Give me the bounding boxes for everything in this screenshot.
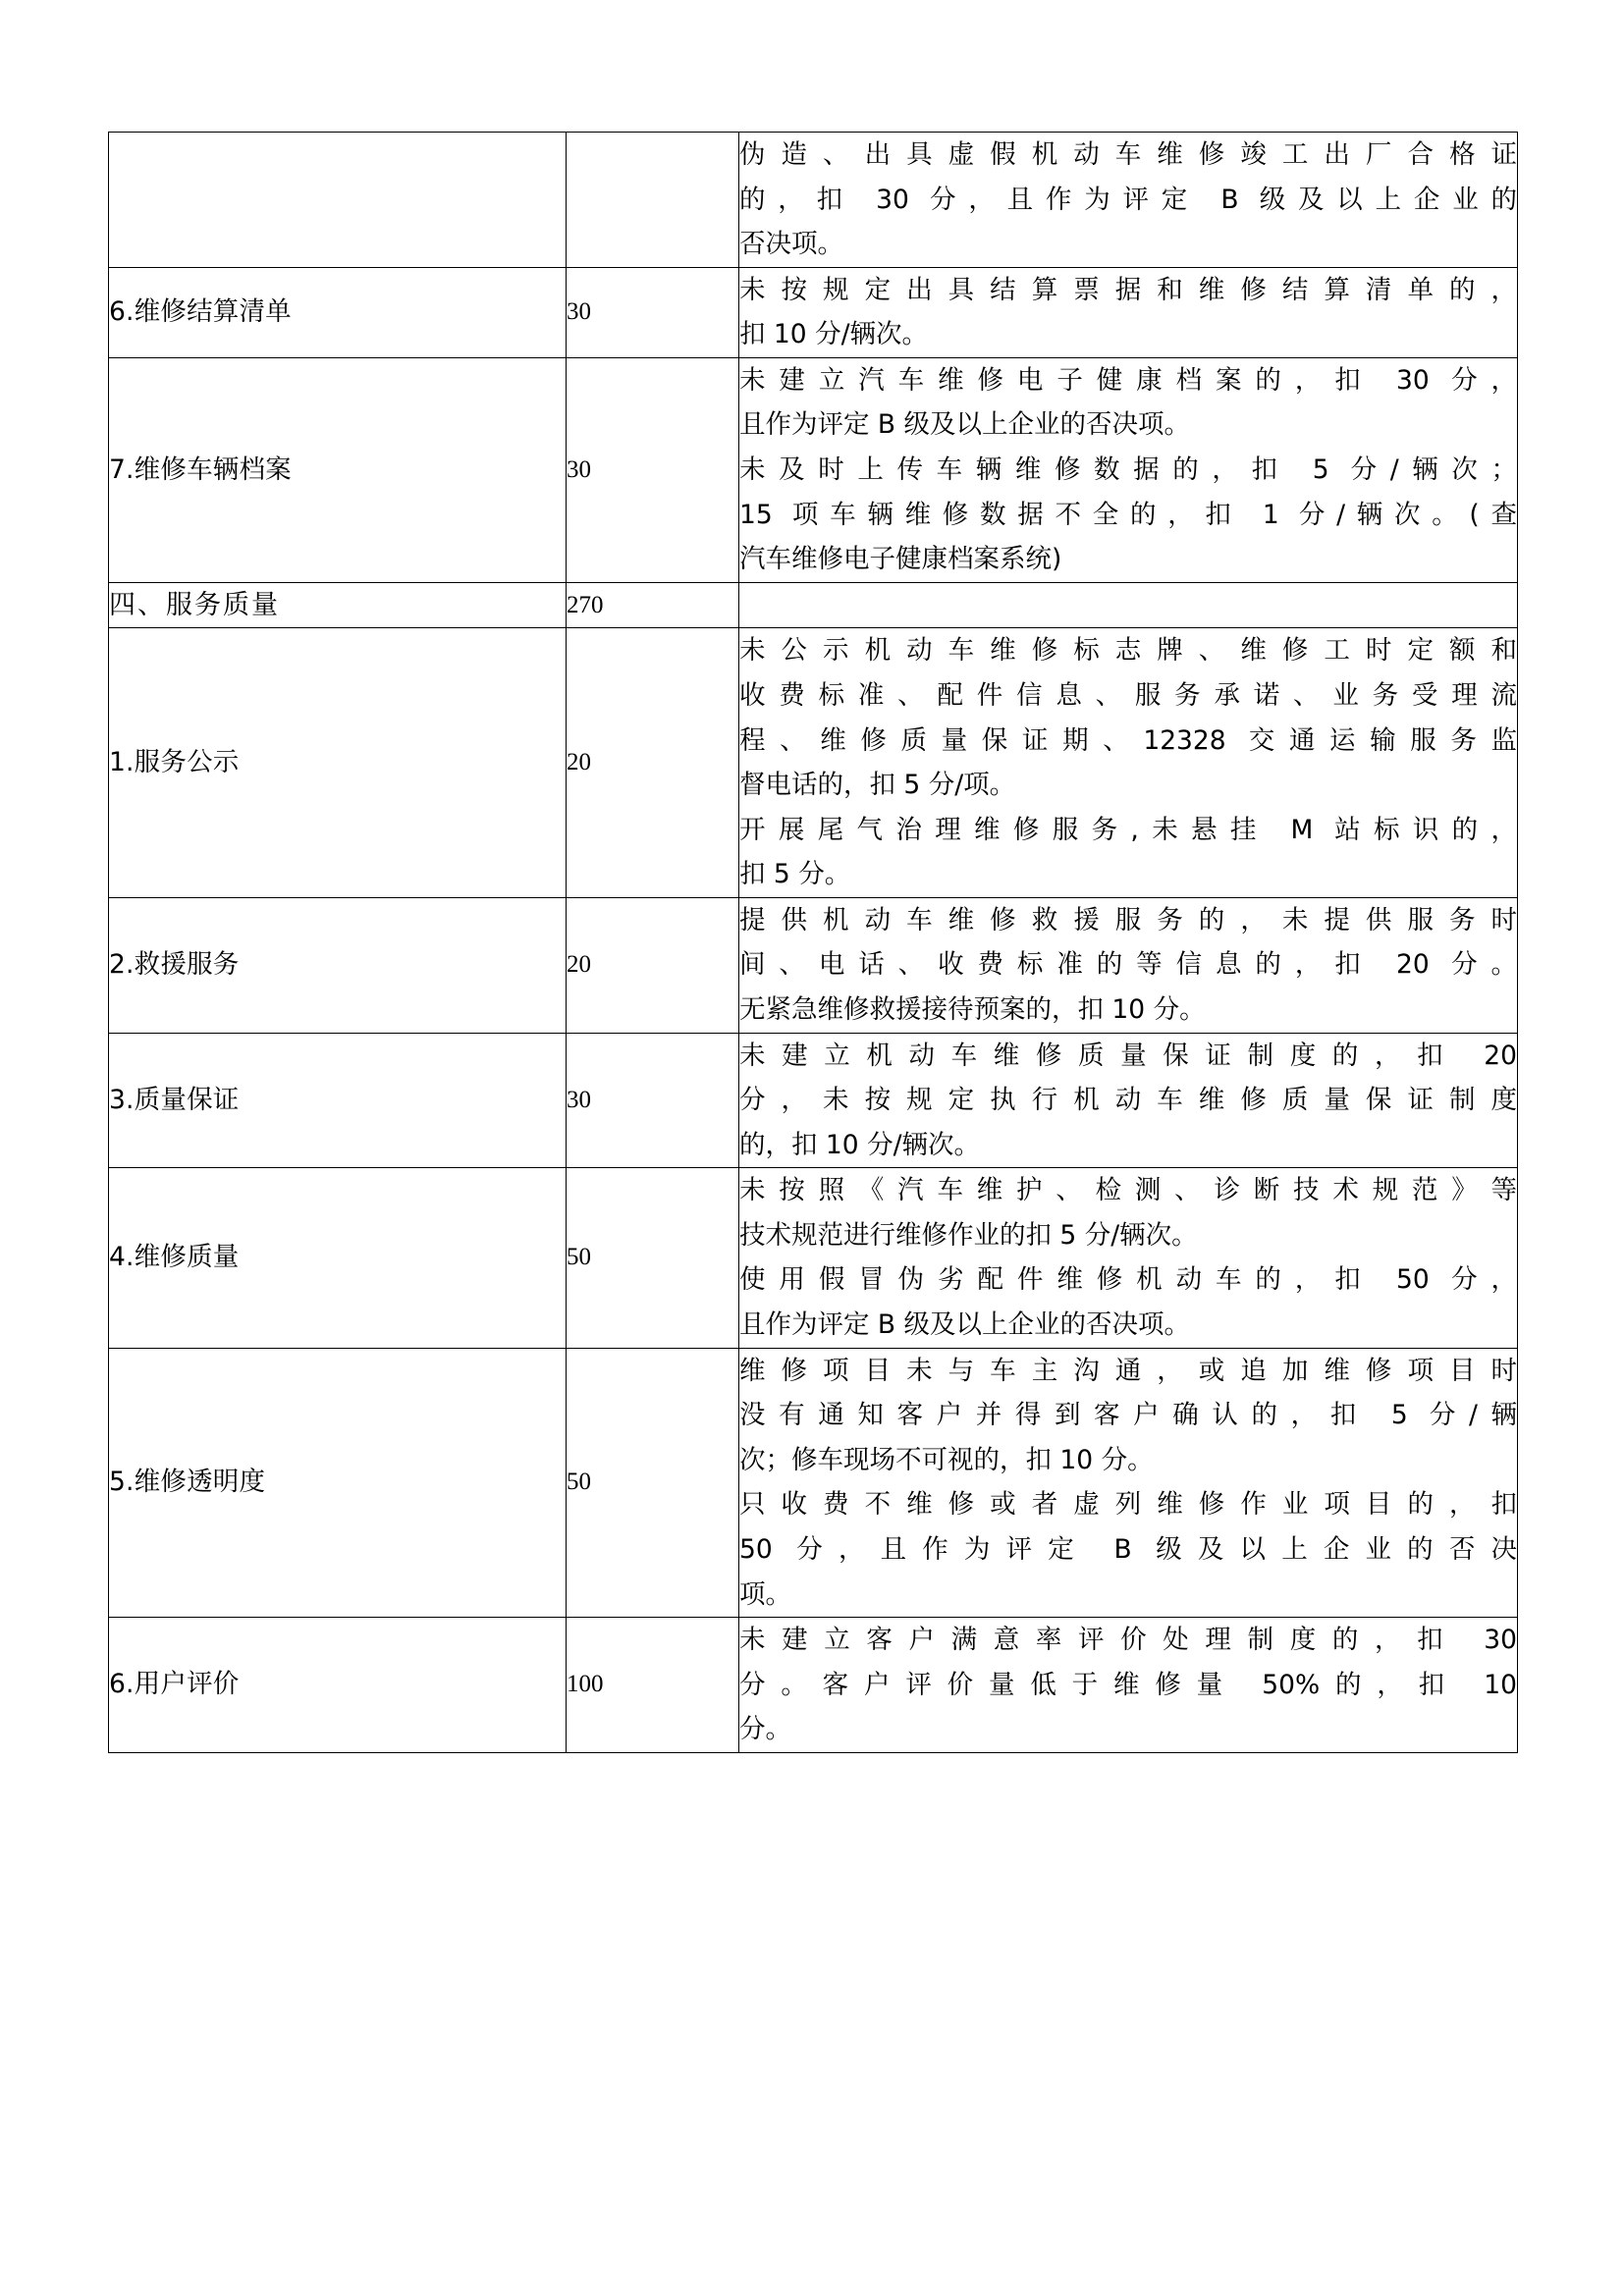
criteria-line: 维修项目未与车主沟通，或追加维修项目时	[739, 1355, 1517, 1386]
row-item-score: 30	[567, 357, 739, 582]
row-item-criteria	[739, 357, 1518, 582]
row-item-name: 1.服务公示	[109, 628, 567, 897]
section-heading-criteria-empty	[739, 582, 1518, 628]
criteria-line: 汽车维修电子健康档案系统)	[739, 544, 1062, 575]
criteria-line: 扣 5 分。	[739, 859, 851, 890]
criteria-line: 未建立客户满意率评价处理制度的，扣 30	[739, 1625, 1517, 1656]
table-row	[109, 1168, 1518, 1348]
table-row	[109, 357, 1518, 582]
criteria-line: 分。客户评价量低于维修量 50%的，扣 10	[739, 1669, 1517, 1700]
row-item-criteria	[739, 133, 1518, 268]
row-item-score: 30	[567, 1033, 739, 1168]
criteria-line: 没有通知客户并得到客户确认的，扣 5 分/辆	[739, 1400, 1517, 1431]
table-row	[109, 1348, 1518, 1617]
criteria-line: 且作为评定 B 级及以上企业的否决项。	[739, 1309, 1191, 1341]
criteria-line: 未及时上传车辆维修数据的，扣 5 分/辆次；	[739, 454, 1517, 486]
criteria-line: 50 分，且作为评定 B 级及以上企业的否决	[739, 1533, 1517, 1565]
row-item-name: 6.用户评价	[109, 1618, 567, 1753]
section-heading-score: 270	[567, 582, 739, 628]
section-heading-name: 四、服务质量	[109, 582, 567, 628]
criteria-line: 只收费不维修或者虚列维修作业项目的，扣	[739, 1489, 1517, 1521]
criteria-line: 伪造、出具虚假机动车维修竣工出厂合格证	[739, 139, 1517, 170]
table-row-section	[109, 582, 1518, 628]
row-item-name: 6.维修结算清单	[109, 267, 567, 357]
criteria-line: 督电话的，扣 5 分/项。	[739, 770, 1016, 801]
row-item-score: 50	[567, 1348, 739, 1617]
criteria-line: 未按照《汽车维护、检测、诊断技术规范》等	[739, 1175, 1517, 1206]
table-row	[109, 897, 1518, 1033]
criteria-line: 技术规范进行维修作业的扣 5 分/辆次。	[739, 1219, 1198, 1251]
table-row	[109, 267, 1518, 357]
row-item-criteria	[739, 1168, 1518, 1348]
row-item-criteria	[739, 897, 1518, 1033]
table-body	[109, 133, 1518, 1753]
row-item-name: 5.维修透明度	[109, 1348, 567, 1617]
criteria-line: 未建立机动车维修质量保证制度的，扣 20	[739, 1040, 1517, 1071]
criteria-line: 程、维修质量保证期、12328 交通运输服务监	[739, 724, 1517, 756]
row-item-score: 30	[567, 267, 739, 357]
criteria-line: 提供机动车维修救援服务的，未提供服务时	[739, 904, 1517, 935]
row-item-name: 4.维修质量	[109, 1168, 567, 1348]
row-item-score: 100	[567, 1618, 739, 1753]
scoring-criteria-table	[108, 132, 1518, 1753]
criteria-line: 使用假冒伪劣配件维修机动车的，扣 50 分，	[739, 1264, 1517, 1296]
criteria-line: 未公示机动车维修标志牌、维修工时定额和	[739, 635, 1517, 667]
row-item-name: 7.维修车辆档案	[109, 357, 567, 582]
row-item-name: 3.质量保证	[109, 1033, 567, 1168]
criteria-line: 次；修车现场不可视的，扣 10 分。	[739, 1444, 1154, 1475]
criteria-line: 否决项。	[739, 229, 843, 260]
row-item-criteria	[739, 1033, 1518, 1168]
row-item-score: 20	[567, 628, 739, 897]
table-row	[109, 1618, 1518, 1753]
row-item-score: 20	[567, 897, 739, 1033]
criteria-line: 扣 10 分/辆次。	[739, 319, 928, 350]
row-item-criteria	[739, 1618, 1518, 1753]
criteria-line: 间、电话、收费标准的等信息的，扣 20 分。	[739, 949, 1517, 981]
row-item-name: 2.救援服务	[109, 897, 567, 1033]
criteria-line: 无紧急维修救援接待预案的，扣 10 分。	[739, 993, 1206, 1025]
criteria-line: 收费标准、配件信息、服务承诺、业务受理流	[739, 679, 1517, 711]
table-row	[109, 628, 1518, 897]
criteria-line: 分。	[739, 1714, 791, 1745]
table-row	[109, 1033, 1518, 1168]
criteria-line: 的，扣 10 分/辆次。	[739, 1129, 980, 1160]
row-item-criteria	[739, 267, 1518, 357]
criteria-line: 的，扣 30 分，且作为评定 B 级及以上企业的	[739, 184, 1517, 215]
row-item-name	[109, 133, 567, 268]
criteria-line: 未按规定出具结算票据和维修结算清单的，	[739, 274, 1517, 305]
row-item-criteria	[739, 1348, 1518, 1617]
criteria-line: 未建立汽车维修电子健康档案的，扣 30 分，	[739, 364, 1517, 396]
row-item-criteria	[739, 628, 1518, 897]
criteria-line: 分，未按规定执行机动车维修质量保证制度	[739, 1085, 1517, 1116]
table-row	[109, 133, 1518, 268]
row-item-score	[567, 133, 739, 268]
criteria-line: 且作为评定 B 级及以上企业的否决项。	[739, 409, 1191, 441]
criteria-line: 项。	[739, 1578, 791, 1610]
row-item-score: 50	[567, 1168, 739, 1348]
criteria-line: 开展尾气治理维修服务,未悬挂 M 站标识的，	[739, 814, 1517, 845]
criteria-line: 15 项车辆维修数据不全的，扣 1 分/辆次。(查	[739, 499, 1517, 530]
